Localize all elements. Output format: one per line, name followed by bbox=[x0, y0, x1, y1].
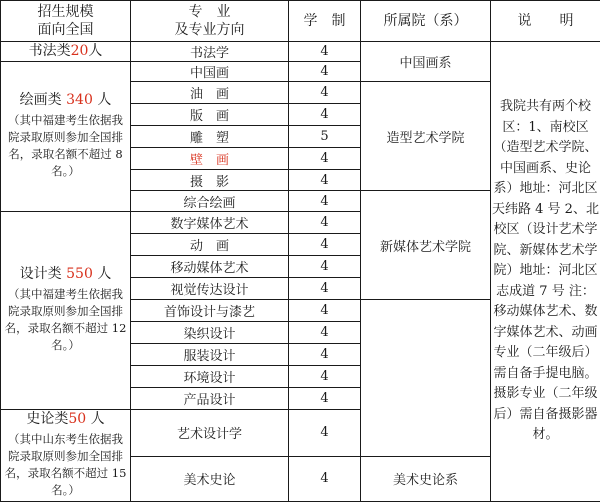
duration-cell: 4 bbox=[289, 410, 361, 457]
category-label: 书法类 bbox=[29, 43, 71, 59]
header-duration: 学 制 bbox=[289, 1, 361, 42]
category-unit: 人 bbox=[88, 43, 102, 59]
duration-cell: 4 bbox=[289, 300, 361, 322]
category-calligraphy bbox=[1, 42, 131, 62]
specialty-cell: 书法学 bbox=[131, 42, 289, 62]
duration-cell: 4 bbox=[289, 82, 361, 104]
duration-cell: 4 bbox=[289, 148, 361, 170]
college-art-history: 美术史论系 bbox=[361, 456, 491, 501]
specialty-cell: 动 画 bbox=[131, 234, 289, 256]
duration-cell: 4 bbox=[289, 256, 361, 278]
category-painting-title bbox=[1, 91, 130, 110]
category-design-note: （其中福建考生依据我院录取原则参加全国排名，录取名额不超过 12 名。） bbox=[1, 284, 130, 356]
specialty-cell: 油 画 bbox=[131, 82, 289, 104]
category-history bbox=[1, 410, 131, 502]
specialty-cell: 壁 画 bbox=[131, 148, 289, 170]
category-count: 50 bbox=[68, 411, 86, 427]
header-enrollment-line2: 面向全国 bbox=[1, 21, 130, 39]
duration-cell: 4 bbox=[289, 388, 361, 410]
category-count: 340 bbox=[66, 92, 93, 108]
specialty-cell: 综合绘画 bbox=[131, 191, 289, 212]
category-count: 550 bbox=[66, 266, 93, 282]
duration-cell: 4 bbox=[289, 212, 361, 234]
category-unit: 人 bbox=[91, 411, 105, 427]
notes-cell: 我院共有两个校区：1、南校区（造型艺术学院、中国画系、史论系）地址：河北区天纬路 4 号 2、北校区（设计艺术学院、新媒体艺术学院）地址：河北区志成道 7 号 注：移动媒体艺术、数字媒体艺术、动画专业（二年级后）需自备手提电脑。摄影专业（二年级后）需自备摄影器材。 bbox=[491, 42, 600, 502]
duration-cell: 4 bbox=[289, 366, 361, 388]
specialty-cell: 摄 影 bbox=[131, 170, 289, 191]
category-design-title bbox=[1, 265, 130, 284]
category-label: 史论类 bbox=[26, 411, 68, 427]
header-enrollment-scale bbox=[1, 1, 131, 42]
category-design bbox=[1, 212, 131, 410]
specialty-cell: 中国画 bbox=[131, 62, 289, 82]
duration-cell: 4 bbox=[289, 170, 361, 191]
header-specialty bbox=[131, 1, 289, 42]
category-label: 绘画类 bbox=[20, 92, 62, 108]
specialty-cell: 移动媒体艺术 bbox=[131, 256, 289, 278]
duration-cell: 4 bbox=[289, 42, 361, 62]
header-enrollment-line1: 招生规模 bbox=[1, 3, 130, 21]
category-count: 20 bbox=[71, 43, 89, 59]
specialty-cell: 环境设计 bbox=[131, 366, 289, 388]
specialty-cell: 数字媒体艺术 bbox=[131, 212, 289, 234]
specialty-cell: 雕 塑 bbox=[131, 126, 289, 148]
category-history-note: （其中山东考生依据我院录取原则参加全国排名，录取名额不超过 15 名。） bbox=[1, 429, 130, 501]
college-chinese-painting: 中国画系 bbox=[361, 42, 491, 82]
header-college: 所属院（系） bbox=[361, 1, 491, 42]
category-painting bbox=[1, 62, 131, 212]
specialty-cell: 服装设计 bbox=[131, 344, 289, 366]
duration-cell: 5 bbox=[289, 126, 361, 148]
category-unit: 人 bbox=[97, 266, 111, 282]
duration-cell: 4 bbox=[289, 104, 361, 126]
header-specialty-line1: 专 业 bbox=[131, 3, 288, 21]
category-label: 设计类 bbox=[20, 266, 62, 282]
duration-cell: 4 bbox=[289, 278, 361, 300]
table-row bbox=[1, 42, 600, 62]
specialty-cell: 首饰设计与漆艺 bbox=[131, 300, 289, 322]
college-new-media: 新媒体艺术学院 bbox=[361, 191, 491, 300]
header-specialty-line2: 及专业方向 bbox=[131, 21, 288, 39]
duration-cell: 4 bbox=[289, 191, 361, 212]
specialty-cell: 艺术设计学 bbox=[131, 410, 289, 457]
category-painting-note: （其中福建考生依据我院录取原则参加全国排名，录取名额不超过 8 名。） bbox=[1, 110, 130, 182]
category-unit: 人 bbox=[97, 92, 111, 108]
specialty-cell: 产品设计 bbox=[131, 388, 289, 410]
duration-cell: 4 bbox=[289, 322, 361, 344]
specialty-cell: 视觉传达设计 bbox=[131, 278, 289, 300]
specialty-cell: 美术史论 bbox=[131, 456, 289, 501]
duration-cell: 4 bbox=[289, 62, 361, 82]
specialty-cell: 染织设计 bbox=[131, 322, 289, 344]
duration-cell: 4 bbox=[289, 344, 361, 366]
header-notes: 说 明 bbox=[491, 1, 600, 42]
table-header-row bbox=[1, 1, 600, 42]
duration-cell: 4 bbox=[289, 234, 361, 256]
category-history-title bbox=[1, 410, 130, 429]
specialty-cell: 版 画 bbox=[131, 104, 289, 126]
duration-cell: 4 bbox=[289, 456, 361, 501]
college-plastic-arts: 造型艺术学院 bbox=[361, 82, 491, 191]
